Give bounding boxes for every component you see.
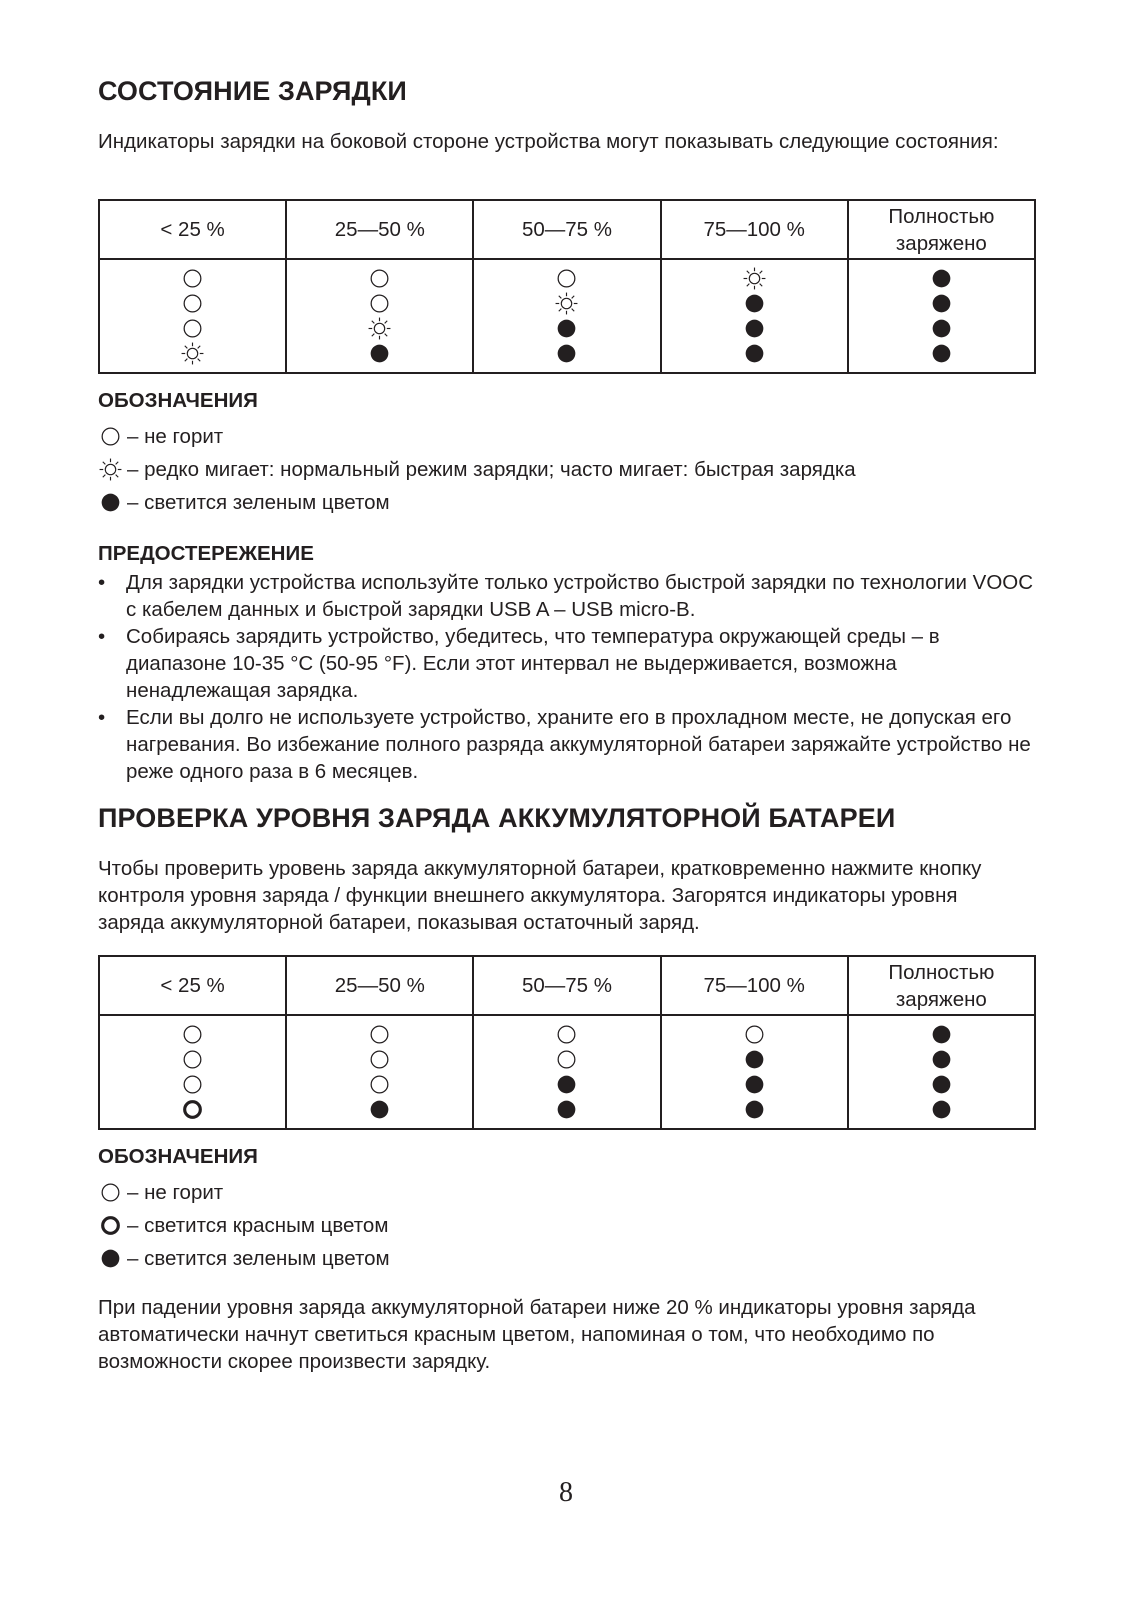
blink-icon bbox=[98, 457, 123, 482]
blink-icon bbox=[554, 291, 579, 316]
off-icon bbox=[367, 291, 392, 316]
blink-icon bbox=[367, 316, 392, 341]
green-icon bbox=[742, 291, 767, 316]
green-icon bbox=[367, 1097, 392, 1122]
legend bbox=[98, 1176, 390, 1275]
legend-text: – светится красным цветом bbox=[127, 1214, 389, 1237]
section-title-charging-state: СОСТОЯНИЕ ЗАРЯДКИ bbox=[98, 76, 407, 106]
legend-title: ОБОЗНАЧЕНИЯ bbox=[98, 1145, 258, 1168]
off-icon bbox=[554, 1022, 579, 1047]
table-header-row bbox=[99, 200, 1035, 259]
off-icon bbox=[367, 266, 392, 291]
bullet-icon: • bbox=[98, 571, 106, 594]
green-icon bbox=[742, 1047, 767, 1072]
off-icon bbox=[180, 1022, 205, 1047]
off-icon bbox=[180, 316, 205, 341]
indicator-cell bbox=[661, 259, 848, 373]
legend-text: – редко мигает: нормальный режим зарядки; часто мигает: быстрая зарядка bbox=[127, 458, 856, 481]
indicator-cell bbox=[473, 259, 660, 373]
red-icon bbox=[98, 1213, 123, 1238]
list-item bbox=[98, 569, 1038, 623]
warning-list bbox=[98, 569, 1038, 785]
green-icon bbox=[554, 1072, 579, 1097]
header-cell: 75—100 % bbox=[661, 200, 848, 259]
off-icon bbox=[98, 1180, 123, 1205]
green-icon bbox=[554, 1097, 579, 1122]
legend bbox=[98, 420, 856, 519]
legend-item bbox=[98, 486, 856, 519]
off-icon bbox=[367, 1072, 392, 1097]
off-icon bbox=[180, 1047, 205, 1072]
warning-text: Для зарядки устройства используйте только устройство быстрой зарядки по технологии VOOC с кабелем данных и быстрой зарядки USB A – USB micro-B. bbox=[126, 571, 1034, 621]
off-icon bbox=[98, 424, 123, 449]
warning-title: ПРЕДОСТЕРЕЖЕНИЕ bbox=[98, 542, 314, 565]
off-icon bbox=[180, 1072, 205, 1097]
off-icon bbox=[554, 1047, 579, 1072]
legend-item bbox=[98, 1209, 390, 1242]
green-icon bbox=[742, 1097, 767, 1122]
indicator-cell bbox=[99, 259, 286, 373]
header-cell: 75—100 % bbox=[661, 956, 848, 1015]
indicator-cell bbox=[286, 1015, 473, 1129]
green-icon bbox=[367, 341, 392, 366]
green-icon bbox=[742, 1072, 767, 1097]
green-icon bbox=[929, 1047, 954, 1072]
legend-item bbox=[98, 453, 856, 486]
bullet-icon: • bbox=[98, 625, 106, 648]
low-battery-note: При падении уровня заряда аккумуляторной батареи ниже 20 % индикаторы уровня заряда автоматически начнут светиться красным цветом, напоминая о том, что необходимо по возможности скорее произвести зарядку. bbox=[98, 1296, 976, 1373]
green-icon bbox=[929, 316, 954, 341]
green-icon bbox=[98, 490, 123, 515]
header-cell: Полностью заряжено bbox=[848, 200, 1035, 259]
charging-intro: Индикаторы зарядки на боковой стороне устройства могут показывать следующие состояния: bbox=[98, 130, 999, 153]
legend-item bbox=[98, 1176, 390, 1209]
header-cell: 25—50 % bbox=[286, 200, 473, 259]
off-icon bbox=[367, 1022, 392, 1047]
green-icon bbox=[554, 341, 579, 366]
indicator-cell bbox=[286, 259, 473, 373]
green-icon bbox=[554, 316, 579, 341]
off-icon bbox=[554, 266, 579, 291]
header-cell: 50—75 % bbox=[473, 200, 660, 259]
header-cell: 25—50 % bbox=[286, 956, 473, 1015]
page-number: 8 bbox=[559, 1477, 573, 1508]
indicator-cell bbox=[473, 1015, 660, 1129]
header-cell: < 25 % bbox=[99, 956, 286, 1015]
section-title-battery-check: ПРОВЕРКА УРОВНЯ ЗАРЯДА АККУМУЛЯТОРНОЙ БАТАРЕИ bbox=[98, 803, 896, 833]
charging-indicator-table bbox=[98, 199, 1036, 374]
legend-item bbox=[98, 1242, 390, 1275]
green-icon bbox=[98, 1246, 123, 1271]
indicator-cell bbox=[848, 1015, 1035, 1129]
battery-check-intro: Чтобы проверить уровень заряда аккумуляторной батареи, кратковременно нажмите кнопку контроля уровня заряда / функции внешнего аккумулятора. Загорятся индикаторы уровня заряда аккумуляторной батареи, показывая остаточный заряд. bbox=[98, 857, 982, 934]
legend-item bbox=[98, 420, 856, 453]
blink-icon bbox=[742, 266, 767, 291]
green-icon bbox=[929, 341, 954, 366]
header-cell: < 25 % bbox=[99, 200, 286, 259]
green-icon bbox=[929, 1072, 954, 1097]
header-cell: Полностью заряжено bbox=[848, 956, 1035, 1015]
legend-text: – светится зеленым цветом bbox=[127, 491, 390, 514]
bullet-icon: • bbox=[98, 706, 106, 729]
list-item bbox=[98, 623, 1038, 704]
legend-text: – не горит bbox=[127, 425, 224, 448]
indicator-cell bbox=[848, 259, 1035, 373]
red-icon bbox=[180, 1097, 205, 1122]
warning-text: Если вы долго не используете устройство, храните его в прохладном месте, не допуская его нагревания. Во избежание полного разряда аккумуляторной батареи заряжайте устройство не реже одного раза в 6 месяцев. bbox=[126, 706, 1031, 783]
green-icon bbox=[929, 1022, 954, 1047]
off-icon bbox=[180, 291, 205, 316]
green-icon bbox=[742, 316, 767, 341]
header-cell: 50—75 % bbox=[473, 956, 660, 1015]
indicator-cell bbox=[661, 1015, 848, 1129]
legend-text: – не горит bbox=[127, 1181, 224, 1204]
legend-text: – светится зеленым цветом bbox=[127, 1247, 390, 1270]
table-row bbox=[99, 1015, 1035, 1129]
off-icon bbox=[367, 1047, 392, 1072]
legend-title: ОБОЗНАЧЕНИЯ bbox=[98, 389, 258, 412]
table-row bbox=[99, 259, 1035, 373]
green-icon bbox=[742, 341, 767, 366]
blink-icon bbox=[180, 341, 205, 366]
table-header-row bbox=[99, 956, 1035, 1015]
off-icon bbox=[180, 266, 205, 291]
warning-text: Собираясь зарядить устройство, убедитесь, что температура окружающей среды – в диапазоне 10-35 °C (50-95 °F). Если этот интервал не выдерживается, возможна ненадлежащая зарядка. bbox=[126, 625, 940, 702]
green-icon bbox=[929, 266, 954, 291]
off-icon bbox=[742, 1022, 767, 1047]
green-icon bbox=[929, 291, 954, 316]
battery-level-table bbox=[98, 955, 1036, 1130]
green-icon bbox=[929, 1097, 954, 1122]
list-item bbox=[98, 704, 1038, 785]
indicator-cell bbox=[99, 1015, 286, 1129]
